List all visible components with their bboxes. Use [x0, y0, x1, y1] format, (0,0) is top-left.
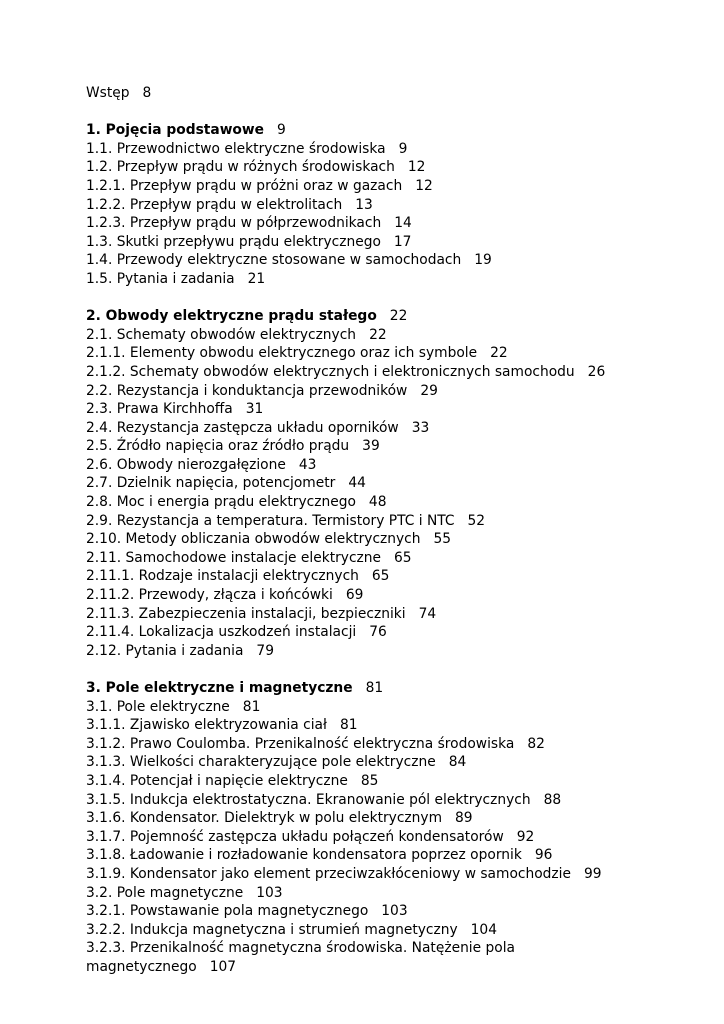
toc-entry-label: 3.1.7. Pojemność zastępcza układu połączeń kondensatorów: [86, 828, 504, 845]
toc-entry-label: 2.11.3. Zabezpieczenia instalacji, bezpieczniki: [86, 605, 406, 622]
toc-entry: [86, 437, 686, 456]
toc-entry-label: 3.1.6. Kondensator. Dielektryk w polu elektrycznym: [86, 810, 443, 827]
section-heading-label: 2. Obwody elektryczne prądu stałego: [86, 308, 377, 325]
toc-entry: [86, 196, 686, 215]
toc-entry-label: 2.7. Dzielnik napięcia, potencjometr: [86, 475, 336, 492]
toc-entry-label: 2.10. Metody obliczania obwodów elektrycznych: [86, 531, 421, 548]
toc-entry: [86, 939, 686, 958]
toc-entry-label: 2.12. Pytania i zadania: [86, 642, 244, 659]
toc-entry-label: 3.1.5. Indukcja elektrostatyczna. Ekranowanie pól elektrycznych: [86, 791, 531, 808]
toc-entry: [86, 698, 686, 717]
toc-entry-label: 1.2.1. Przepływ prądu w próżni oraz w gazach: [86, 177, 403, 194]
toc-entry-page: 81: [339, 717, 358, 734]
toc-entry-page: 31: [245, 401, 264, 418]
toc-entry-page: 19: [474, 252, 492, 269]
toc-entry-label: 1.2.2. Przepływ prądu w elektrolitach: [86, 196, 343, 213]
toc-entry-page: 52: [467, 512, 486, 529]
toc-entry: [86, 642, 686, 661]
toc-entry-label: 2.11.2. Przewody, złącza i końcówki: [86, 587, 333, 604]
toc-entry: [86, 233, 686, 252]
toc-entry: [86, 549, 686, 568]
toc-entry-page: 103: [256, 884, 283, 901]
toc-entry: [86, 158, 686, 177]
toc-entry-page: 104: [470, 921, 497, 938]
toc-section: [86, 307, 686, 660]
toc-entry-label: 2.1.1. Elementy obwodu elektrycznego oraz ich symbole: [86, 345, 478, 362]
toc-entry: [86, 140, 686, 159]
toc-entry: [86, 772, 686, 791]
section-heading: [86, 121, 686, 140]
toc-entry-label: 2.11. Samochodowe instalacje elektryczne: [86, 549, 382, 566]
toc-entry-page: 21: [247, 270, 266, 287]
toc-entry-label: 2.11.4. Lokalizacja uszkodzeń instalacji: [86, 624, 357, 641]
toc-entry-label: 3.2. Pole magnetyczne: [86, 884, 244, 901]
toc-entry-label: 2.8. Moc i energia prądu elektrycznego: [86, 494, 356, 511]
toc-entry-page: 17: [393, 233, 412, 250]
toc-entry-page: 107: [209, 958, 237, 975]
toc-entry-label: 3.2.3. Przenikalność magnetyczna środowiska. Natężenie pola: [86, 940, 516, 957]
toc-entry-label: 3.2.2. Indukcja magnetyczna i strumień magnetyczny: [86, 921, 458, 938]
toc-entry: [86, 474, 686, 493]
toc-entry-page: 103: [381, 903, 408, 920]
toc-entry: [86, 791, 686, 810]
section-heading-page: 9: [277, 122, 286, 139]
toc-entry-page: 26: [587, 363, 606, 380]
toc-entry-page: 12: [407, 159, 426, 176]
toc-page: [86, 84, 686, 977]
toc-entry-page: 74: [418, 605, 437, 622]
toc-entry-label: 1.3. Skutki przepływu prądu elektrycznego: [86, 233, 381, 250]
section-heading-page: 81: [365, 680, 384, 696]
toc-entry-label: 1.2.3. Przepływ prądu w półprzewodnikach: [86, 215, 382, 232]
toc-entry-label-line2: magnetycznego: [86, 958, 197, 975]
toc-entry: [86, 567, 686, 586]
toc-entry-page: 79: [256, 642, 274, 659]
toc-entry-label: 2.5. Źródło napięcia oraz źródło prądu: [86, 438, 350, 455]
toc-entry-label: 2.2. Rezystancja i konduktancja przewodników: [86, 382, 408, 399]
toc-entry: [86, 326, 686, 345]
toc-entry: [86, 846, 686, 865]
toc-entry: [86, 530, 686, 549]
toc-entry-label: 1.4. Przewody elektryczne stosowane w samochodach: [86, 252, 462, 269]
toc-entry: [86, 177, 686, 196]
toc-entry-label: 2.11.1. Rodzaje instalacji elektrycznych: [86, 568, 359, 585]
toc-entry-page: 92: [516, 828, 535, 845]
toc-entry-label: 3.1.4. Potencjał i napięcie elektryczne: [86, 772, 348, 789]
toc-entry-page: 96: [534, 847, 553, 864]
toc-entry-label: 1.5. Pytania i zadania: [86, 270, 235, 287]
toc-entry-label: 3.1.8. Ładowanie i rozładowanie kondensatora poprzez opornik: [86, 847, 522, 864]
toc-entry: [86, 344, 686, 363]
toc-entry: [86, 214, 686, 233]
toc-intro-label: Wstęp: [86, 85, 130, 101]
toc-intro-line: [86, 84, 686, 103]
toc-entry: [86, 382, 686, 401]
toc-entry: [86, 400, 686, 419]
toc-entry-label: 2.3. Prawa Kirchhoffa: [86, 401, 233, 418]
toc-entry: [86, 809, 686, 828]
toc-entry-page: 76: [369, 624, 387, 641]
toc-entry-label: 1.1. Przewodnictwo elektryczne środowiska: [86, 140, 386, 157]
toc-entry-label: 2.4. Rezystancja zastępcza układu oporników: [86, 419, 399, 436]
toc-entry: [86, 884, 686, 903]
toc-entry-page: 89: [455, 810, 473, 827]
toc-entry-label: 2.1.2. Schematy obwodów elektrycznych i elektronicznych samochodu: [86, 363, 575, 380]
toc-entry: [86, 512, 686, 531]
toc-entry-page: 55: [433, 531, 452, 548]
toc-entry-page: 9: [398, 140, 408, 157]
toc-entry-page: 33: [411, 419, 430, 436]
toc-entry: [86, 921, 686, 940]
toc-entry: [86, 716, 686, 735]
toc-entry-label: 2.1. Schematy obwodów elektrycznych: [86, 326, 357, 343]
toc-entry: [86, 251, 686, 270]
toc-entry-page: 14: [394, 215, 412, 232]
toc-entry-label: 1.2. Przepływ prądu w różnych środowiskach: [86, 159, 395, 176]
toc-entry: [86, 363, 686, 382]
toc-entry: [86, 586, 686, 605]
toc-entry-page: 43: [298, 456, 317, 473]
toc-entry-label: 2.9. Rezystancja a temperatura. Termistory PTC i NTC: [86, 512, 455, 529]
toc-entry: [86, 623, 686, 642]
toc-entry-label: 3.1.1. Zjawisko elektryzowania ciał: [86, 717, 327, 734]
toc-entry-page: 69: [345, 587, 364, 604]
toc-entry-page: 48: [368, 494, 387, 511]
toc-entry: [86, 828, 686, 847]
toc-entry-page: 22: [490, 345, 508, 362]
toc-entry-page: 99: [583, 865, 602, 882]
toc-entry: [86, 753, 686, 772]
toc-entry-label: 2.6. Obwody nierozgałęzione: [86, 456, 286, 473]
toc-section: [86, 121, 686, 288]
toc-entry-page: 84: [448, 754, 467, 771]
toc-entry-page: 81: [242, 698, 261, 715]
toc-entry: [86, 270, 686, 289]
toc-entry: [86, 419, 686, 438]
toc-entry-page: 65: [371, 568, 390, 585]
toc-intro-page: 8: [142, 85, 152, 101]
section-heading: [86, 307, 686, 326]
toc-entry-label: 3.1. Pole elektryczne: [86, 698, 230, 715]
section-heading-page: 22: [389, 308, 408, 325]
toc-entry: [86, 493, 686, 512]
toc-entry: [86, 902, 686, 921]
section-heading: [86, 679, 686, 698]
toc-entry-label: 3.1.9. Kondensator jako element przeciwzakłóceniowy w samochodzie: [86, 865, 571, 882]
toc-sections: [86, 121, 686, 976]
toc-entry-page: 85: [360, 772, 379, 789]
toc-entry-label: 3.1.3. Wielkości charakteryzujące pole elektryczne: [86, 754, 436, 771]
toc-entry-page: 22: [369, 326, 387, 343]
toc-entry-page: 39: [362, 438, 380, 455]
section-heading-label: 3. Pole elektryczne i magnetyczne: [86, 680, 353, 696]
toc-entry-page: 13: [355, 196, 373, 213]
toc-entry-page: 88: [543, 791, 562, 808]
toc-section: [86, 679, 686, 977]
toc-entry-label: 3.1.2. Prawo Coulomba. Przenikalność elektryczna środowiska: [86, 735, 515, 752]
section-heading-label: 1. Pojęcia podstawowe: [86, 122, 265, 139]
toc-entry-continuation: [86, 958, 686, 977]
toc-entry-page: 82: [527, 735, 545, 752]
toc-entry-page: 44: [348, 475, 366, 492]
toc-entry: [86, 735, 686, 754]
toc-entry: [86, 456, 686, 475]
toc-entry-page: 12: [415, 177, 433, 194]
toc-entry-label: 3.2.1. Powstawanie pola magnetycznego: [86, 903, 369, 920]
toc-entry: [86, 605, 686, 624]
toc-entry-page: 29: [420, 382, 438, 399]
toc-entry: [86, 865, 686, 884]
toc-entry-page: 65: [394, 549, 412, 566]
